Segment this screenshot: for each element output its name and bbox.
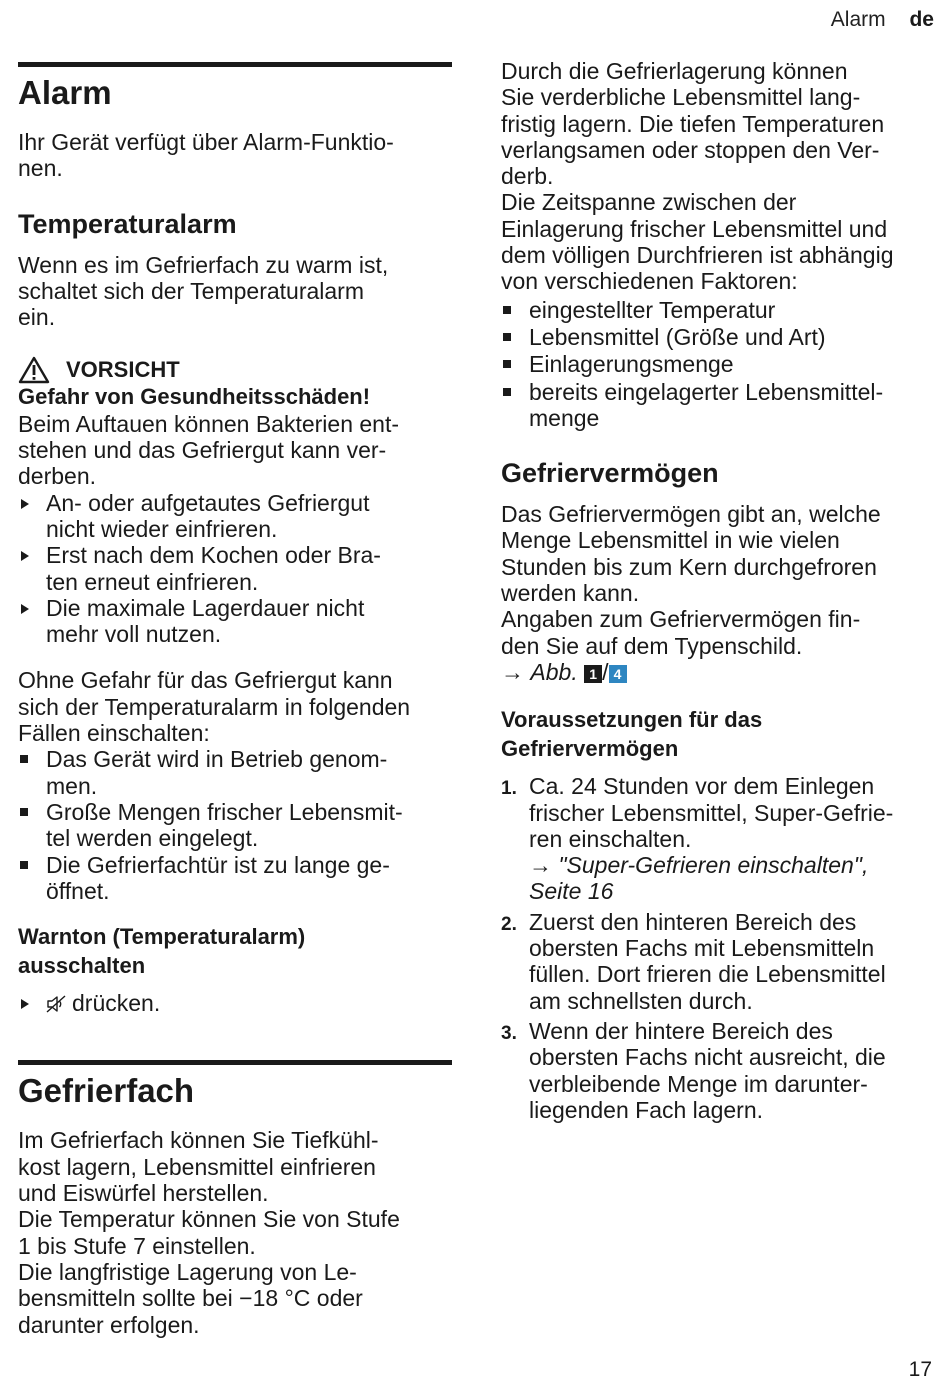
gefrierfach-heading: Gefrierfach — [18, 1072, 195, 1110]
storage-paragraph: Durch die Gefrierlagerung können Sie verderbliche Lebensmittel lang- fristig lagern. Die tiefen Temperaturen verlangsamen oder stoppen den Ver- derb. — [501, 58, 885, 190]
list-item: Die Gefrierfachtür ist zu lange ge- öffnet. — [18, 852, 452, 905]
section-rule — [18, 62, 452, 67]
figure-reference: → Abb. 1 / 4 — [501, 659, 933, 685]
list-item: Erst nach dem Kochen oder Bra- ten erneut einfrieren. — [18, 542, 452, 595]
list-item: Große Mengen frischer Lebensmit- tel werden eingelegt. — [18, 799, 452, 852]
step-number: 1. — [501, 778, 517, 800]
list-item: Die maximale Lagerdauer nicht mehr voll nutzen. — [18, 595, 452, 648]
storage-paragraph: Die Zeitspanne zwischen der Einlagerung frischer Lebensmittel und dem völligen Durchfrieren ist abhängig von verschiedenen Faktoren: — [501, 189, 894, 295]
caution-hazard: Gefahr von Gesundheitsschäden! — [18, 384, 371, 410]
right-column — [501, 58, 933, 1127]
gefriervermoegen-paragraph: Das Gefriervermögen gibt an, welche Menge Lebensmittel in wie vielen Stunden bis zum Kern durchgefroren werden kann. — [501, 501, 881, 607]
list-item: 2. Zuerst den hinteren Bereich des obersten Fachs mit Lebensmitteln füllen. Dort frieren die Lebensmittel am schnellsten durch. — [501, 908, 886, 1014]
temperaturalarm-heading: Temperaturalarm — [18, 208, 237, 239]
factors-list — [501, 297, 933, 431]
step-number: 3. — [501, 1022, 517, 1044]
temperaturalarm-text: Wenn es im Gefrierfach zu warm ist, schaltet sich der Temperaturalarm ein. — [18, 251, 389, 331]
alarm-heading: Alarm — [18, 74, 112, 111]
list-item: 1. Ca. 24 Stunden vor dem Einlegen frischer Lebensmittel, Super-Gefrie- ren einschalten. → "Super-Gefrieren einschalten", Seite 16 — [501, 773, 894, 905]
page-number: 17 — [908, 1358, 932, 1381]
warnton-heading: Warnton (Temperaturalarm) ausschalten — [18, 924, 306, 979]
warning-triangle-icon — [18, 356, 50, 384]
section-rule — [18, 1060, 452, 1065]
steps-list — [501, 773, 933, 1123]
running-header — [831, 8, 934, 32]
list-item: bereits eingelagerter Lebensmittel- menge — [501, 379, 933, 432]
list-item: 3. Wenn der hintere Bereich des obersten Fachs nicht ausreicht, die verbleibende Menge im darunter- liegenden Fach lagern. — [501, 1017, 886, 1123]
caution-actions — [18, 490, 452, 648]
left-column — [18, 58, 452, 1338]
figure-1-badge: 1 — [584, 665, 602, 683]
gefrierfach-paragraph: Die langfristige Lagerung von Le- bensmitteln sollte bei −18 °C oder darunter erfolgen. — [18, 1258, 363, 1338]
list-item: An- oder aufgetautes Gefriergut nicht wieder einfrieren. — [18, 490, 452, 543]
figure-4-badge: 4 — [609, 665, 627, 683]
header-language: de — [909, 8, 934, 31]
alarm-off-icon — [46, 995, 66, 1013]
conditions-list — [18, 746, 452, 904]
list-item: Einlagerungsmenge — [501, 351, 933, 377]
warnton-actions — [18, 990, 452, 1016]
list-item: drücken. — [18, 990, 452, 1016]
caution-text: Beim Auftauen können Bakterien ent- stehen und das Gefriergut kann ver- derben. — [18, 410, 400, 490]
list-item: Das Gerät wird in Betrieb genom- men. — [18, 746, 452, 799]
header-section: Alarm — [830, 8, 886, 31]
gefrierfach-paragraph: Die Temperatur können Sie von Stufe 1 bis Stufe 7 einstellen. — [18, 1206, 400, 1259]
gefriervermoegen-paragraph: Angaben zum Gefriervermögen fin- den Sie auf dem Typenschild. — [501, 606, 861, 659]
voraussetzungen-heading: Voraussetzungen für das Gefriervermögen — [501, 707, 763, 762]
caution-header — [18, 356, 452, 384]
caution-signal-word: VORSICHT — [66, 357, 180, 383]
conditions-intro: Ohne Gefahr für das Gefriergut kann sich der Temperaturalarm in folgenden Fällen einschalten: — [18, 667, 411, 747]
gefrierfach-paragraph: Im Gefrierfach können Sie Tiefkühl- kost lagern, Lebensmittel einfrieren und Eiswürfel herstellen. — [18, 1127, 379, 1207]
list-item: eingestellter Temperatur — [501, 297, 933, 323]
gefriervermoegen-heading: Gefriervermögen — [501, 458, 719, 489]
step-number: 2. — [501, 913, 517, 935]
alarm-intro: Ihr Gerät verfügt über Alarm-Funktio- nen. — [18, 129, 394, 182]
cross-reference: → "Super-Gefrieren einschalten", Seite 16 — [529, 852, 869, 905]
list-item: Lebensmittel (Größe und Art) — [501, 324, 933, 350]
